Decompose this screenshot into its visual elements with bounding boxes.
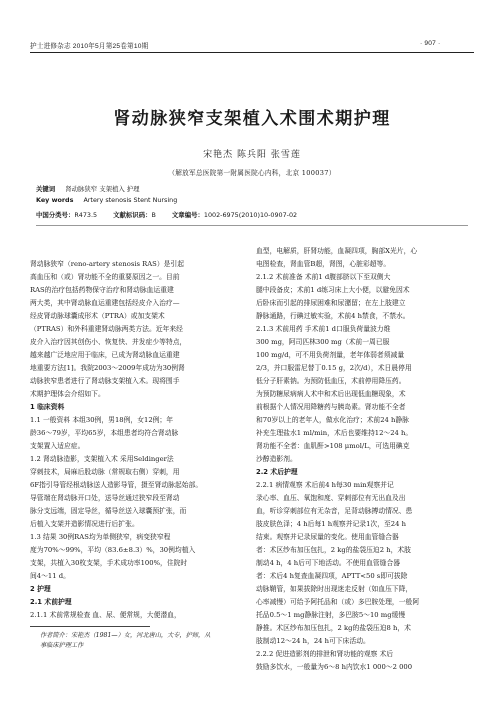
left-column <box>30 258 242 622</box>
text-line: 300 mg，阿司匹林300 mg（术前一周已服 <box>256 338 390 346</box>
text-line: 两大类，其中肾动脉血运重建包括经皮介入治疗— <box>30 299 180 307</box>
text-line: RAS的治疗包括药物保守治疗和肾动脉血运重建 <box>30 286 174 294</box>
keywords-en <box>36 196 177 204</box>
text-line: 低分子肝素钠。为预防低血压，术前停用降压药。 <box>256 377 406 385</box>
text-line: 肾功能不全者：血肌酐>108 μmol/L，可选用碘克 <box>256 442 410 450</box>
text-line: 动脉狭窄患者进行了肾动脉支架植入术。现将围手 <box>30 377 180 385</box>
text-line: 血，听诊穿刺部位有无杂音，足背动脉搏动情况、患 <box>256 507 413 515</box>
keywords-cn <box>36 184 140 193</box>
article-number-label: 文章编号： <box>171 211 204 219</box>
footnote-line: 事临床护理工作 <box>40 642 84 649</box>
text-line: 支架置入适应症。 <box>30 442 85 450</box>
meta-rule <box>36 225 468 226</box>
text-line: 为预防糖尿病病人术中和术后出现低血糖现象，术 <box>256 390 406 398</box>
text-line: 2.1 术前护理 <box>30 598 72 606</box>
text-line: 支架，共植入30枚支架，手术成功率100%，住院时 <box>30 559 188 567</box>
text-line: 2.1.3 术前用药 手术前1 d口服负荷量波力维 <box>256 325 391 333</box>
doc-code-label: 文献标识码： <box>113 211 152 219</box>
text-line: 托品0.5～1 mg静脉注射，多巴胺5～10 mg缓慢 <box>256 611 406 619</box>
classification-line <box>36 210 297 219</box>
text-line: 前根据个人情况用降糖药与胰岛素。肾功能不全者 <box>256 403 406 411</box>
text-line: 肢皮肤色泽；4 h后每1 h观察并记录1次，至24 h <box>256 520 406 528</box>
journal-header: 护士进修杂志 2010年5月第25卷第10期 <box>30 43 149 50</box>
text-line: 100 mg/d，可不用负荷剂量，老年体弱者须减量 <box>256 351 405 359</box>
clc-value: R473.5 <box>74 211 98 219</box>
keywords-en-text: Artery stenosis Stent Nursing <box>83 196 178 204</box>
text-line: 1.2 肾动脉造影，支架植入术 采用Seldinger法 <box>30 455 174 463</box>
article-title: 肾动脉狭窄支架植入术围术期护理 <box>113 109 391 129</box>
text-line: 1.1 一般资料 本组30例，男18例，女12例；年 <box>30 416 174 424</box>
text-line: 电图检查，肾血管B超，肾图，心脏彩超等。 <box>256 260 391 268</box>
text-line: 度为70%～99%，平均（83.6±8.3）%，30例均植入 <box>30 546 196 554</box>
text-line: 间4～11 d。 <box>30 572 70 580</box>
text-line: 腿中段备皮；术前1 d练习床上大小便，以避免因术 <box>256 286 410 294</box>
text-line: 6F指引导管经根动脉送人造影导管，摄至肾动脉起始部。 <box>30 481 203 489</box>
author-footnote <box>40 631 210 651</box>
article-number-value: 1002-6975(2010)10-0907-02 <box>203 211 298 219</box>
article-authors: 宋艳杰 陈兵阳 张雪莲 <box>203 150 301 160</box>
text-line: 心率减慢）可给予阿托品和（或）多巴胺处理，一般阿 <box>256 598 420 606</box>
text-line: 血型，电解质，肝肾功能，血凝四项，胸部X光片，心 <box>256 247 418 255</box>
text-line: 沙醇造影剂。 <box>256 455 297 463</box>
text-line: 2 护理 <box>30 585 51 593</box>
text-line: 2.2 术后护理 <box>256 468 298 476</box>
text-line: 静推。术区纱布加压包扎，2 kg的盐袋压迫8 h，术 <box>256 624 411 632</box>
text-line: 后卧床而引起的排尿困难和尿潴留；在左上肢建立 <box>256 299 406 307</box>
article-affiliation: （解放军总医院第一附属医院心内科，北京 100037） <box>168 169 336 177</box>
text-line: 2.1.1 术前常规检查 血、尿、便常规，大便潜血， <box>30 611 181 619</box>
text-line: 2.1.2 术前准备 术前1 d腹部脐以下至双侧大 <box>256 273 391 281</box>
text-line: 2.2.2 促进造影剂的排泄和肾功能的观察 术后 <box>256 650 394 658</box>
text-line: 1.3 结果 30例RAS均为单侧狭窄，病变狭窄程 <box>30 533 171 541</box>
text-line: 地重要方法[1]。我院2003～2009年成功为30例肾 <box>30 364 185 372</box>
text-line: 肢制动12～24 h，24 h可下床活动。 <box>256 637 370 645</box>
text-line: 肾动脉狭窄（reno-artery stenosis RAS）是引起 <box>30 260 185 268</box>
keywords-cn-label: 关键词 <box>36 185 56 193</box>
clc-label: 中国分类号： <box>36 211 75 219</box>
text-line: 2/3，并口服雷尼替丁0.15 g，2次/d），术日晨停用 <box>256 364 412 372</box>
keywords-en-label: Key words <box>36 196 74 204</box>
right-column <box>256 245 474 674</box>
text-line: 者：术后4 h复查血凝四项，APTT<50 s即可拔除 <box>256 572 408 580</box>
text-line: 结束。观察并记录尿量的变化。使用血管缝合器 <box>256 533 399 541</box>
header-rule <box>30 52 474 53</box>
text-line: 皮介入治疗因其创伤小、恢复快、并发症少等特点， <box>30 338 187 346</box>
text-line: 穿刺技术，局麻后股动脉（常规取右侧）穿刺，用 <box>30 468 180 476</box>
text-line: 术期护理体会介绍如下。 <box>30 390 105 398</box>
text-line: 经皮肾动脉球囊成形术（PTRA）或加支架术 <box>30 312 165 320</box>
text-line: 脉分支远端，固定导丝，循导丝送入球囊预扩张，而 <box>30 507 187 515</box>
text-line: 和70岁以上的老年人，做水化治疗；术前24 h静脉 <box>256 416 409 424</box>
footnote-rule <box>30 626 150 627</box>
text-line: 者：术区纱布加压包扎，2 kg的盐袋压迫2 h，术肢 <box>256 546 411 554</box>
text-line: 鼓励多饮水，一般量为6～8 h内饮水1 000～2 000 <box>256 663 413 671</box>
text-line: 1 临床资料 <box>30 403 65 411</box>
text-line: 后植入支架并造影情况进行后扩张。 <box>30 520 139 528</box>
text-line: （PTRAS）和外科重建肾动脉两类方法。近年来经 <box>30 325 183 333</box>
text-line: 导管端在肾动脉开口处，送导丝通过狭窄段至肾动 <box>30 494 180 502</box>
text-line: 高血压和（或）肾功能不全的重要原因之一。目前 <box>30 273 180 281</box>
text-line: 补充生理盐水1 ml/min，术后也要维持12～24 h。 <box>256 429 413 437</box>
text-line: 制动4 h，4 h后可下地活动。不使用血管缝合器 <box>256 559 401 567</box>
keywords-cn-text: 肾动脉狭窄 支架植入 护理 <box>65 185 140 193</box>
footnote-line: 作者简介：宋艳杰（1981—）女，河北唐山，大专，护师，从 <box>40 632 211 639</box>
text-line: 静脉通路，行碘过敏实验，术前4 h禁食，不禁水。 <box>256 312 410 320</box>
page-number: · 907 · <box>420 40 441 47</box>
doc-code-value: B <box>151 211 156 219</box>
text-line: 龄36～79岁，平均65岁，本组患者均符合肾动脉 <box>30 429 179 437</box>
text-line: 2.2.1 病情观察 术后前4 h每30 min观察并记 <box>256 481 394 489</box>
text-line: 动脉鞘管，如果拔除时出现迷走反射（如血压下降， <box>256 585 413 593</box>
text-line: 录心率、血压、氧饱和度、穿刺部位有无出血及出 <box>256 494 406 502</box>
text-line: 越来越广泛地应用于临床，已成为肾动脉血运重建 <box>30 351 180 359</box>
